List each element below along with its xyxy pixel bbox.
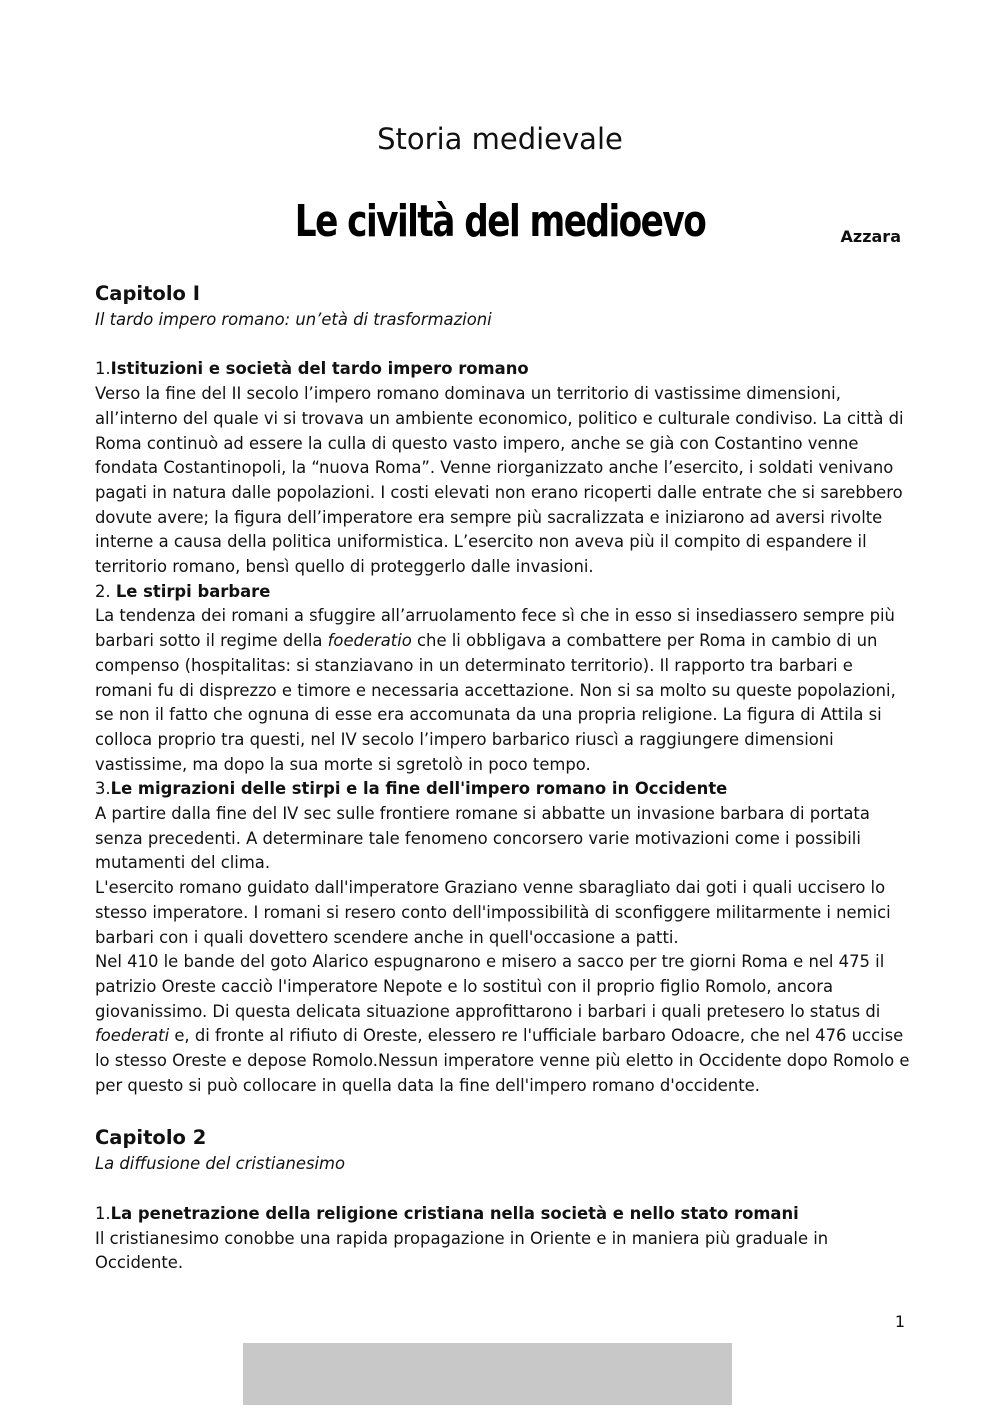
paragraph [95, 950, 910, 1098]
chapter-2 [95, 1110, 910, 1276]
chapter-title: Capitolo I [95, 282, 200, 305]
section-heading [95, 1202, 910, 1227]
section-title: La penetrazione della religione cristiana nella società e nello stato romani [110, 1203, 799, 1223]
chapter-title: Capitolo 2 [95, 1126, 207, 1150]
footer-gray-bar [243, 1343, 732, 1405]
section-number: 2. [95, 581, 116, 601]
section-heading [95, 777, 910, 802]
section-title: Istituzioni e società del tardo impero romano [110, 359, 529, 379]
chapter-subtitle: Il tardo impero romano: un’età di trasformazioni [95, 310, 492, 329]
paragraph: L'esercito romano guidato dall'imperatore Graziano venne sbaragliato dai goti i quali uccisero lo stesso imperatore. I romani si resero conto dell'impossibilità di sconfiggere militarmente i nemici barbari con i quali dovettero scendere anche in quell'occasione a patti. [95, 878, 891, 947]
section-number: 3. [95, 779, 111, 799]
italic-term: foederatio [327, 631, 412, 651]
section-heading [95, 357, 910, 382]
page-number: 1 [894, 1312, 905, 1331]
section-heading [95, 580, 910, 605]
section-number: 1. [95, 1203, 111, 1223]
book-title: Le civiltà del medioevo [294, 196, 706, 247]
section-title: Le migrazioni delle stirpi e la fine dell'impero romano in Occidente [110, 779, 728, 799]
italic-term: foederati [95, 1026, 170, 1046]
paragraph-text: e, di fronte al rifiuto di Oreste, elessero re l'ufficiale barbaro Odoacre, che nel 476 uccise lo stesso Oreste e depose Romolo.Nessun imperatore venne più eletto in Occidente dopo Romolo e per questo si può collocare in quella data la fine dell'impero romano d'occidente. [95, 1026, 910, 1095]
chapter-1 [95, 280, 910, 1098]
paragraph: A partire dalla fine del IV sec sulle frontiere romane si abbatte un invasione barbara di portata senza precedenti. A determinare tale fenomeno concorsero varie motivazioni come i possibili mutamenti del clima. [95, 804, 870, 873]
section-number: 1. [95, 359, 111, 379]
main-content [95, 280, 910, 1276]
paragraph-text: che li obbligava a combattere per Roma in cambio di un compenso (hospitalitas: si stanziavano in un determinato territorio). Il rapporto tra barbari e romani fu di disprezzo e timore e necessaria accettazione. Non si sa molto su queste popolazioni, se non il fatto che ognuna di esse era accomunata da una propria religione. La figura di Attila si colloca proprio tra questi, nel IV secolo l’impero barbarico riuscì a raggiungere dimensioni vastissime, ma dopo la sua morte si sgretolò in poco tempo. [95, 631, 896, 774]
paragraph-text: La tendenza dei romani a sfuggire all’arruolamento fece sì che in esso si insediassero sempre più barbari sotto il regime della [95, 606, 895, 651]
chapter-subtitle: La diffusione del cristianesimo [95, 1154, 346, 1174]
author-name: Azzara [840, 227, 901, 246]
section-title: Le stirpi barbare [115, 581, 271, 601]
paragraph [95, 604, 910, 777]
paragraph: Verso la fine del II secolo l’impero romano dominava un territorio di vastissime dimensioni, all’interno del quale vi si trovava un ambiente economico, politico e culturale condiviso. La città di Roma continuò ad essere la culla di questo vasto impero, anche se già con Costantino venne fondata Costantinopoli, la “nuova Roma”. Venne riorganizzato anche l’esercito, i soldati venivano pagati in natura dalle popolazioni. I costi elevati non erano ricoperti dalle entrate che si sarebbero dovute avere; la figura dell’imperatore era sempre più sacralizzata e iniziarono ad aversi rivolte interne a causa della politica uniformistica. L’esercito non aveva più il compito di espandere il territorio romano, bensì quello di proteggerlo dalle invasioni. [95, 384, 904, 577]
course-subject: Storia medievale [377, 122, 623, 156]
paragraph: Il cristianesimo conobbe una rapida propagazione in Oriente e in maniera più graduale in Occidente. [95, 1228, 829, 1273]
paragraph-text: Nel 410 le bande del goto Alarico espugnarono e misero a sacco per tre giorni Roma e nel 475 il patrizio Oreste cacciò l'imperatore Nepote e lo sostituì con il proprio figlio Romolo, ancora giovanissimo. Di questa delicata situazione approfittarono i barbari i quali pretesero lo status di [95, 952, 885, 1021]
